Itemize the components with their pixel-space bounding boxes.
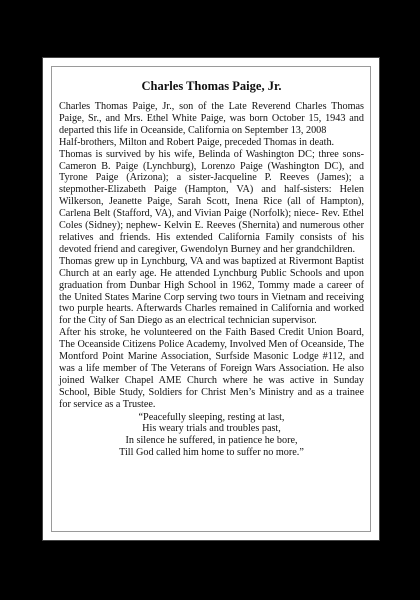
paragraph-early-life: Thomas grew up in Lynchburg, VA and was baptized at Rivermont Baptist Church at an early age. He attended Lynchburg Public Schools and upon graduation from Dunbar High School in 1962, Tommy made a career of the United States Marine Corp serving two tours in Vietnam and receiving two purple hearts. Afterwards Charles remained in California and worked for the City of San Diego as an electrical technician supervisor. <box>59 255 364 327</box>
poem-line: In silence he suffered, in patience he bore, <box>125 435 298 447</box>
paragraph-birth: Charles Thomas Paige, Jr., son of the Late Reverend Charles Thomas Paige, Sr., and Mrs. Ethel White Paige, was born October 15, 1943 and departed this life in Oceanside, California on September 13, 2008 <box>59 101 364 136</box>
poem-line: Till God called him home to suffer no more.” <box>119 447 304 459</box>
obituary-paper <box>42 57 380 541</box>
poem-line: His weary trials and troubles past, <box>142 423 281 435</box>
document-frame <box>51 66 371 532</box>
paragraph-volunteer: After his stroke, he volunteered on the Faith Based Credit Union Board, The Oceanside Citizens Police Academy, Involved Men of Oceanside, The Montford Point Marine Association, Surfside Masonic Lodge #112, and was a life member of The Veterans of Foreign Wars Association. He also joined Walker Chapel AME Church where he was active in Sunday School, Bible Study, Soldiers for Christ Men’s Ministry and as a trainee for service as a Trustee. <box>59 327 364 410</box>
poem-line: “Peacefully sleeping, resting at last, <box>138 411 285 423</box>
paragraph-preceded: Half-brothers, Milton and Robert Paige, preceded Thomas in death. <box>59 136 335 148</box>
closing-poem <box>59 412 364 460</box>
paragraph-survivors: Thomas is survived by his wife, Belinda of Washington DC; three sons- Cameron B. Paige (Lynchburg), Lorenzo Paige (Washington DC), and Tyrone Paige (Arizona); a sister-Jacqueline P. Reeves (James); a stepmother-Elizabeth Paige (Hampton, VA) and half-sisters: Helen Wilkerson, Jeanette Paige, Sarah Scott, Inena Rice (all of Hampton), Carlena Belt (Stafford, VA), and Vivian Paige (Norfolk); niece- Rev. Ethel Coles (Sidney); nephew- Kelvin E. Reeves (Shernita) and numerous other relatives and friends. His extended California Family consists of his devoted friend and caregiver, Gwendolyn Burney and her grandchildren. <box>59 148 364 255</box>
document-title: Charles Thomas Paige, Jr. <box>141 79 282 93</box>
